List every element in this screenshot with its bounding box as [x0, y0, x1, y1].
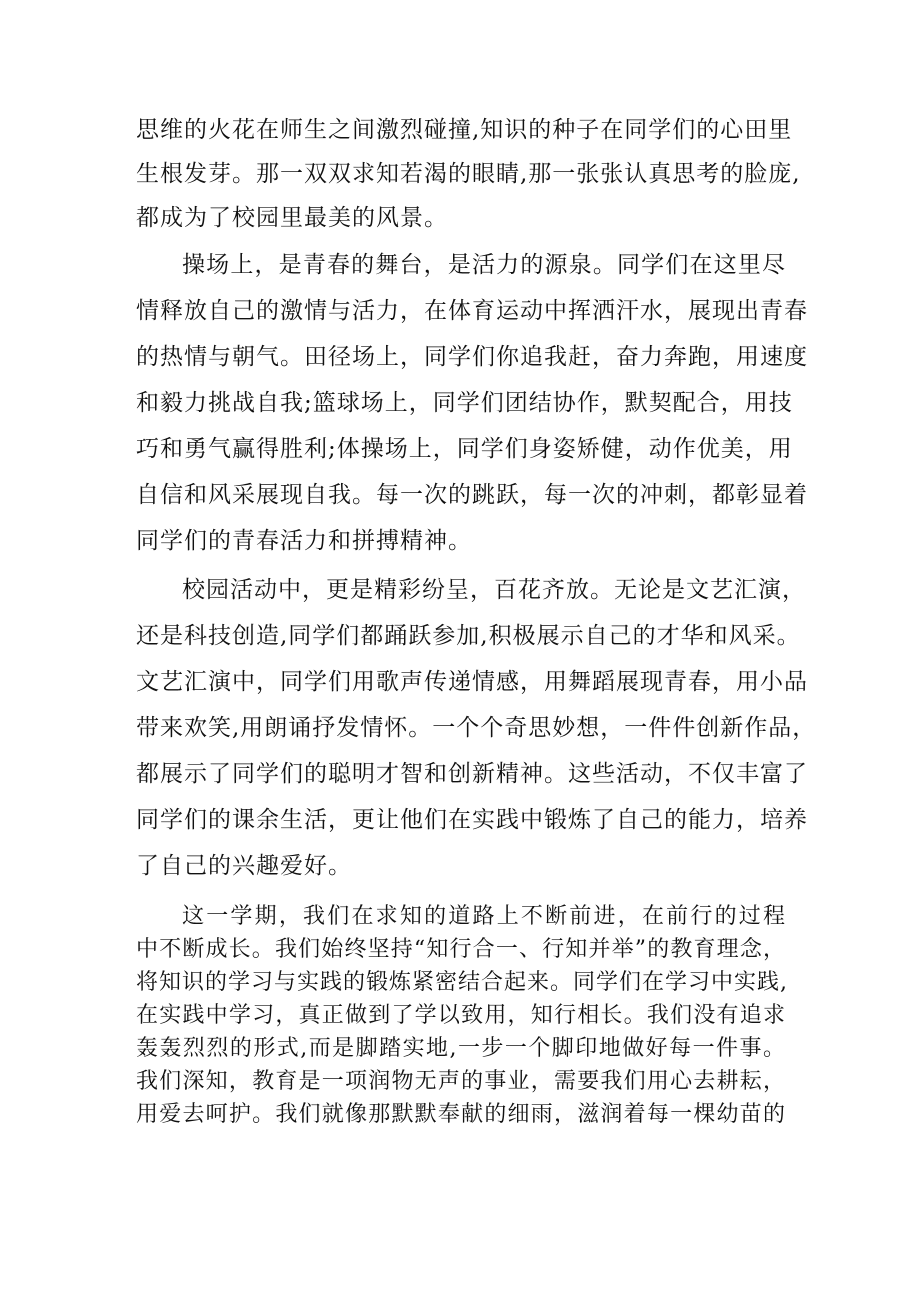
text-line: 巧和勇气赢得胜利;体操场上，同学们身姿矫健，动作优美，用	[136, 436, 793, 462]
text-line: 这一学期，我们在求知的道路上不断前进，在前行的过程	[182, 904, 786, 929]
text-line: 了自己的兴趣爱好。	[136, 853, 352, 879]
text-line: 用爱去呵护。我们就像那默默奉献的细雨，滋润着每一棵幼苗的	[136, 1102, 786, 1127]
text-line: 我们深知，教育是一项润物无声的事业，需要我们用心去耕耘，	[136, 1069, 786, 1094]
text-line: 生根发芽。那一双双求知若渴的眼睛,那一张张认真思考的脸庞,	[136, 161, 801, 187]
text-line: 同学们的青春活力和拼搏精神。	[136, 528, 472, 554]
text-line: 带来欢笑,用朗诵抒发情怀。一个个奇思妙想，一件件创新作品，	[136, 715, 817, 741]
text-line: 和毅力挑战自我;篮球场上，同学们团结协作，默契配合，用技	[136, 390, 793, 416]
text-line: 情释放自己的激情与活力，在体育运动中挥洒汗水，展现出青春	[136, 298, 808, 324]
text-line: 自信和风采展现自我。每一次的跳跃，每一次的冲刺，都彰显着	[136, 482, 808, 508]
text-line: 还是科技创造,同学们都踊跃参加,积极展示自己的才华和风采。	[136, 623, 801, 649]
text-line: 思维的火花在师生之间激烈碰撞,知识的种子在同学们的心田里	[136, 117, 793, 143]
text-line: 在实践中学习，真正做到了学以致用，知行相长。我们没有追求	[136, 1003, 786, 1028]
text-line: 都展示了同学们的聪明才智和创新精神。这些活动，不仅丰富了	[136, 761, 808, 787]
text-line: 中不断成长。我们始终坚持“知行合一、行知并举”的教育理念，	[136, 937, 786, 962]
text-line: 轰轰烈烈的形式,而是脚踏实地,一步一个脚印地做好每一件事。	[136, 1036, 786, 1061]
text-line: 都成为了校园里最美的风景。	[136, 205, 448, 231]
text-line: 文艺汇演中，同学们用歌声传递情感，用舞蹈展现青春，用小品	[136, 669, 808, 695]
text-line: 的热情与朝气。田径场上，同学们你追我赶，奋力奔跑，用速度	[136, 344, 808, 370]
text-line: 将知识的学习与实践的锻炼紧密结合起来。同学们在学习中实践,	[136, 970, 788, 995]
text-line: 操场上，是青春的舞台，是活力的源泉。同学们在这里尽	[182, 252, 786, 278]
text-line: 同学们的课余生活，更让他们在实践中锻炼了自己的能力，培养	[136, 807, 808, 833]
text-line: 校园活动中，更是精彩纷呈，百花齐放。无论是文艺汇演，	[182, 577, 806, 603]
